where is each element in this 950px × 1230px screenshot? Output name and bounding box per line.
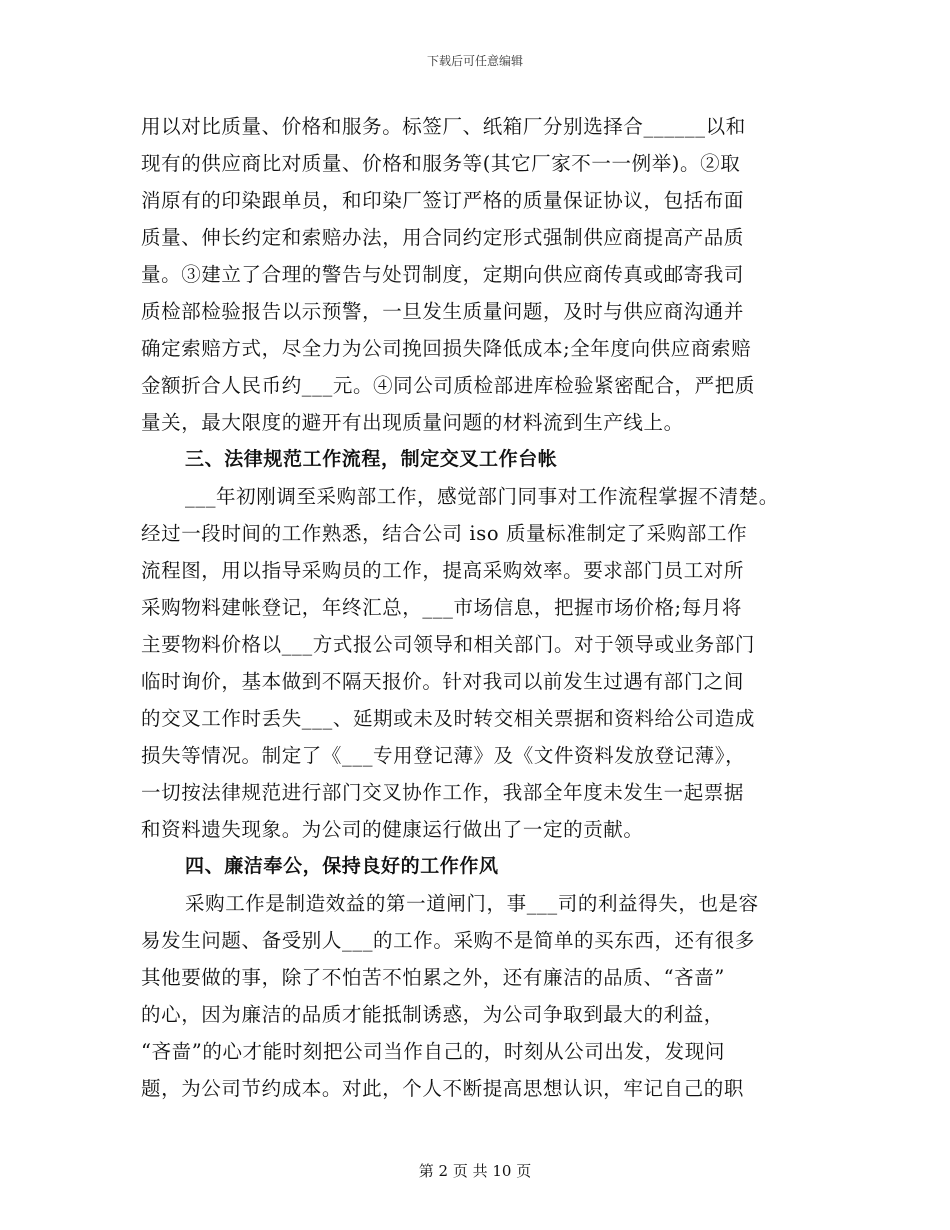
text-line: 题，为公司节约成本。对此，个人不断提高思想认识，牢记自己的职: [141, 1077, 745, 1100]
page-footer: 第 2 页 共 10 页: [418, 1162, 532, 1180]
text-line: 的交叉工作时丢失___、延期或未及时转交相关票据和资料给公司造成: [141, 707, 755, 730]
text-line: 经过一段时间的工作熟悉，结合公司 iso 质量标准制定了采购部工作: [141, 522, 748, 545]
text-line: 确定索赔方式，尽全力为公司挽回损失降低成本;全年度向供应商索赔: [141, 337, 752, 360]
text-line: 一切按法律规范进行部门交叉协作工作，我部全年度未发生一起票据: [141, 781, 745, 804]
document-body: [141, 108, 821, 1107]
section-heading: 三、法律规范工作流程，制定交叉工作台帐: [185, 448, 558, 470]
text-line: 现有的供应商比对质量、价格和服务等(其它厂家不一一例举)。②取: [141, 152, 741, 175]
text-line: 的心，因为廉洁的品质才能抵制诱惑，为公司争取到最大的利益，: [141, 1003, 724, 1026]
text-line: 和资料遗失现象。为公司的健康运行做出了一定的贡献。: [141, 818, 644, 841]
text-line: ___年初刚调至采购部工作，感觉部门同事对工作流程掌握不清楚。: [185, 485, 779, 508]
section-heading: 四、廉洁奉公，保持良好的工作作风: [185, 855, 499, 877]
text-line: “吝啬”的心才能时刻把公司当作自己的，时刻从公司出发，发现问: [141, 1040, 725, 1063]
text-line: 量关，最大限度的避开有出现质量问题的材料流到生产线上。: [141, 411, 684, 434]
text-line: 损失等情况。制定了《___专用登记薄》及《文件资料发放登记薄》，: [141, 744, 746, 767]
text-line: 其他要做的事，除了不怕苦不怕累之外，还有廉洁的品质、“吝啬”: [141, 966, 725, 989]
text-line: 用以对比质量、价格和服务。标签厂、纸箱厂分别选择合______以和: [141, 115, 746, 138]
text-line: 质检部检验报告以示预警，一旦发生质量问题，及时与供应商沟通并: [141, 300, 745, 323]
text-line: 主要物料价格以___方式报公司领导和相关部门。对于领导或业务部门: [141, 633, 755, 656]
text-line: 金额折合人民币约___元。④同公司质检部进库检验紧密配合，严把质: [141, 374, 755, 397]
text-line: 量。③建立了合理的警告与处罚制度，定期向供应商传真或邮寄我司: [141, 263, 745, 286]
page-header: 下载后可任意编辑: [426, 54, 523, 68]
text-line: 易发生问题、备受别人___的工作。采购不是简单的买东西，还有很多: [141, 929, 755, 952]
text-line: 消原有的印染跟单员，和印染厂签订严格的质量保证协议，包括布面: [141, 189, 745, 212]
text-line: 临时询价，基本做到不隔天报价。针对我司以前发生过遇有部门之间: [141, 670, 745, 693]
text-line: 采购工作是制造效益的第一道闸门，事___司的利益得失，也是容: [185, 892, 759, 915]
text-line: 流程图，用以指导采购员的工作，提高采购效率。要求部门员工对所: [141, 559, 745, 582]
text-line: 质量、伸长约定和索赔办法，用合同约定形式强制供应商提高产品质: [141, 226, 745, 249]
text-line: 采购物料建帐登记，年终汇总，___市场信息，把握市场价格;每月将: [141, 596, 743, 619]
